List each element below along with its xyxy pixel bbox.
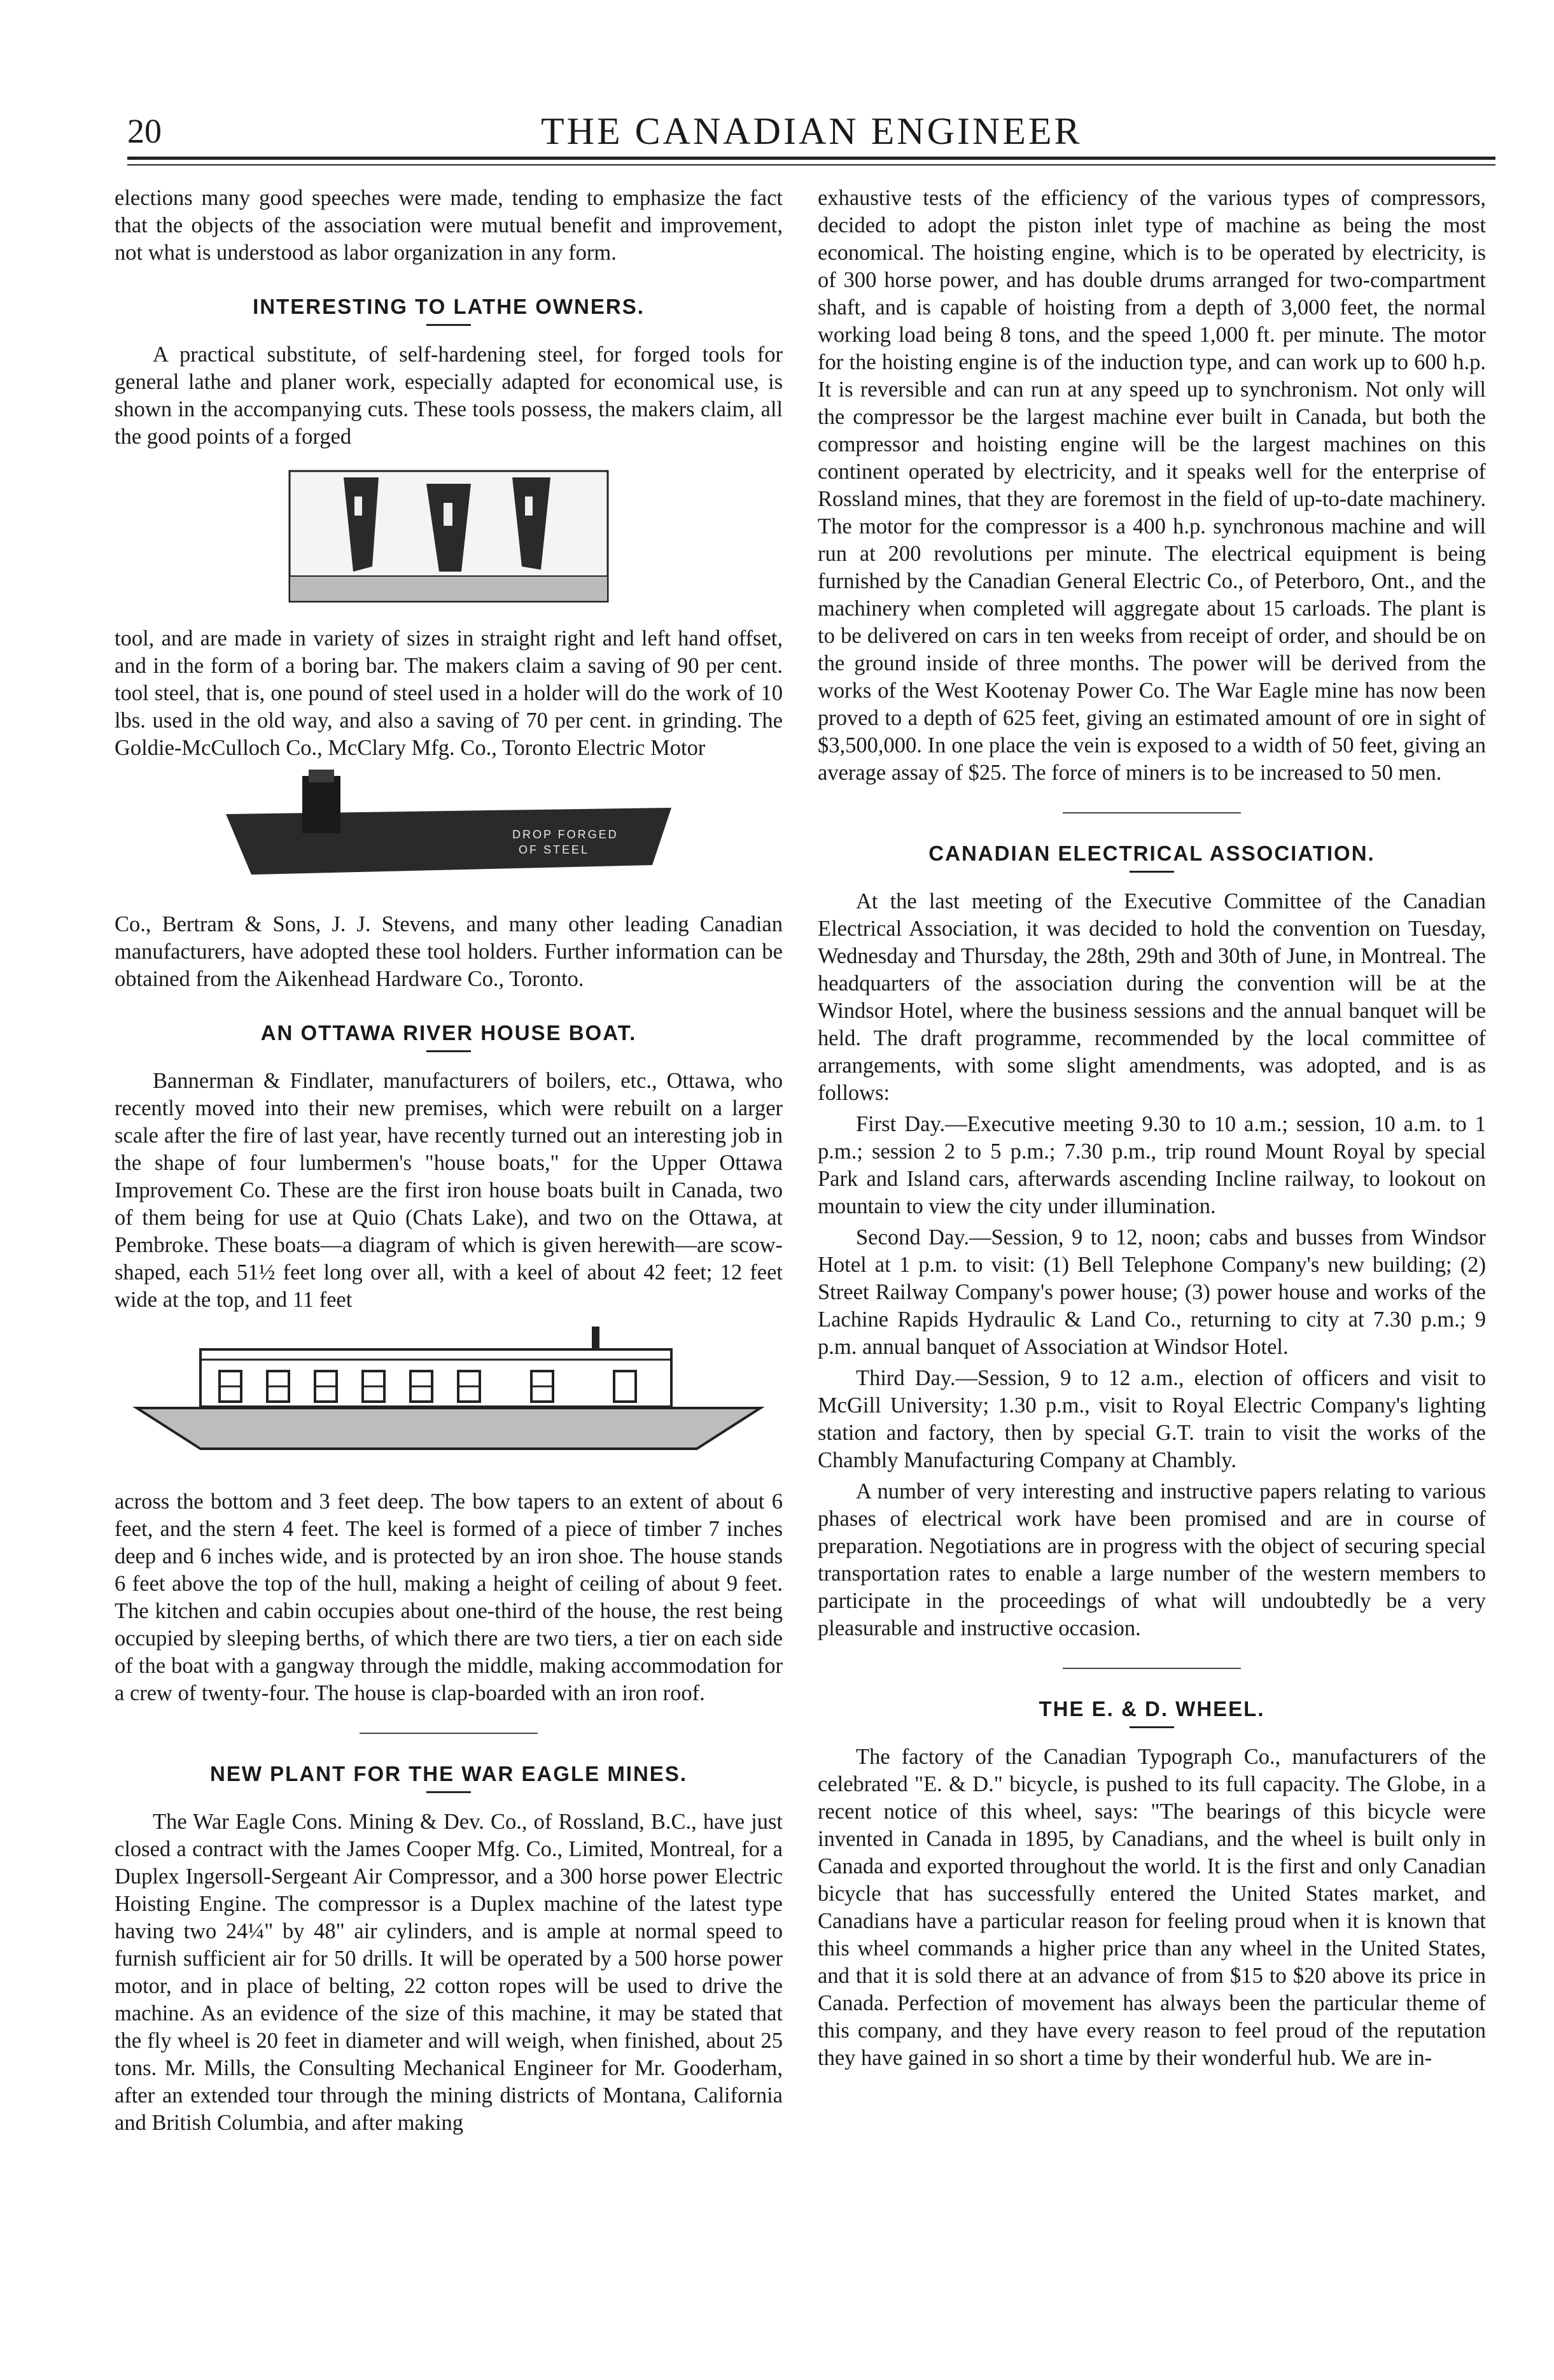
paragraph: At the last meeting of the Executive Committee of the Canadian Electrical Association, it was decided to hold the convention on Tuesday, Wednesday and Thursday, the 28th, 29th and 30th of June, in Montreal. The headquarters of the association during the convention will be at the Windsor Hotel, where the business sessions and the annual banquet will be held. The draft programme, recommended by the local committee of arrangements, with some slight amendments, was adopted, and is as follows: [818,889,1486,1105]
paragraph: The War Eagle Cons. Mining & Dev. Co., of Rossland, B.C., have just closed a contract with the James Cooper Mfg. Co., Limited, Montreal, for a Duplex Ingersoll-Sergeant Air Compressor, and a 300 horse power Electric Hoisting Engine. The compressor is a Duplex machine of the latest type having two 24¼" by 48" air cylinders, and is ample at normal speed to furnish sufficient air for 50 drills. It will be operated by a 500 horse power motor, and in place of belting, 22 cotton ropes will be used to drive the machine. As an evidence of the size of this machine, it may be stated that the fly wheel is 20 feet in diameter and will weigh, when finished, about 25 tons. Mr. Mills, the Consulting Mechanical Engineer for Mr. Gooderham, after an extended tour through the mining districts of Montana, California and British Columbia, and after making [115,1810,783,2135]
section-separator [1063,1668,1241,1669]
paragraph: Co., Bertram & Sons, J. J. Stevens, and many other leading Canadian manufacturers, have adopted these tool holders. Further information can be obtained from the Aikenhead Hardware Co., Toronto. [115,912,783,991]
forged-tool-holder-illustration [213,770,684,897]
tool-label-of-steel: OF STEEL [519,843,590,856]
heading-rule [426,1050,471,1052]
paragraph: elections many good speeches were made, tending to emphasize the fact that the objects of the association were mutual benefit and improvement, not what is understood as labor organization in any form. [115,186,783,265]
right-column [818,185,1486,2076]
header-rule-thin [127,164,1495,165]
article-heading-electrical-association: CANADIAN ELECTRICAL ASSOCIATION. [928,841,1375,865]
left-column [115,185,783,2141]
paragraph: First Day.—Executive meeting 9.30 to 10 a.m.; session, 10 a.m. to 1 p.m.; session 2 to 5 p.m.; 7.30 p.m., trip round Mount Royal by special Park and Island cars, afterwards ascending Incline railway, to lookout on mountain to view the city under illumination. [818,1112,1486,1218]
section-separator [360,1733,538,1734]
section-separator [1063,812,1241,813]
paragraph: Bannerman & Findlater, manufacturers of boilers, etc., Ottawa, who recently moved into their new premises, which were rebuilt on a larger scale after the fire of last year, have recently turned out an interesting job in the shape of four lumbermen's "house boats," for the Upper Ottawa Improvement Co. These are the first iron house boats built in Canada, two of them being for use at Quio (Chats Lake), and two on the Ottawa, at Pembroke. These boats—a diagram of which is given herewith—are scow-shaped, each 51½ feet long over all, with a keel of about 42 feet; 12 feet wide at the top, and 11 feet [115,1069,783,1312]
tool-label-drop-forged: DROP FORGED [512,828,619,841]
paragraph: A practical substitute, of self-hardening steel, for forged tools for general lathe and planer work, especially adapted for economical use, is shown in the accompanying cuts. These tools possess, the makers claim, all the good points of a forged [115,342,783,449]
article-heading-ed-wheel: THE E. & D. WHEEL. [1039,1697,1265,1721]
heading-rule [1130,1726,1174,1728]
paragraph: The factory of the Canadian Typograph Co., manufacturers of the celebrated "E. & D." bicycle, is pushed to its full capacity. The Globe, in a recent notice of this wheel, says: "The bearings of this bicycle were invented in Canada in 1895, by Canadians, and the wheel is built only in Canada and exported throughout the world. It is the first and only Canadian bicycle that has successfully entered the United States market, and Canadians have a particular reason for feeling proud when it is known that this wheel commands a higher price than any wheel in the United States, and that it is sold there at an advance of from $15 to $20 above its price in Canada. Perfection of movement has always been the particular theme of this company, and they have every reason to feel proud of the reputation they have gained in so short a time by their wonderful hub. We are in- [818,1745,1486,2070]
paragraph: exhaustive tests of the efficiency of the various types of compressors, decided to adopt the piston inlet type of machine as being the most economical. The hoisting engine, which is to be operated by electricity, is of 300 horse power, and has double drums arranged for two-compartment shaft, and is capable of hoisting from a depth of 3,000 feet, the normal working load being 8 tons, and the speed 1,000 ft. per minute. The motor for the hoisting engine is of the induction type, and can work up to 600 h.p. It is reversible and can run at any speed up to synchronism. Not only will the compressor be the largest machine ever built in Canada, but both the compressor and hoisting engine will be the largest machines on this continent operated by electricity, and it speaks well for the enterprise of Rossland mines, that they are foremost in the field of up-to-date machinery. The motor for the compressor is a 400 h.p. synchronous machine and will run at 200 revolutions per minute. The electrical equipment is being furnished by the Canadian General Electric Co., of Peterboro, Ont., and the machinery when completed will aggregate about 15 carloads. The plant is to be delivered on cars in ten weeks from receipt of order, and should be on the ground inside of three months. The power will be derived from the works of the West Kootenay Power Co. The War Eagle mine has now been proved to a depth of 625 feet, giving an estimated amount of ore in sight of $3,500,000. In one place the vein is exposed to a width of 50 feet, giving an average assay of $25. The force of miners is to be increased to 50 men. [818,186,1486,785]
house-boat-diagram [124,1321,773,1474]
header-rule-thick [127,157,1495,160]
paragraph: A number of very interesting and instructive papers relating to various phases of electrical work have been promised and are in course of preparation. Negotiations are in progress with the object of securing special transportation rates to enable a large number of the western members to participate in the proceedings of what will undoubtedly be a very pleasurable and instructive occasion. [818,1479,1486,1640]
article-heading-house-boat: AN OTTAWA RIVER HOUSE BOAT. [260,1021,637,1045]
heading-rule [1130,871,1174,873]
lathe-tool-holders-illustration [283,458,614,611]
page-header [95,95,1495,159]
page-number: 20 [127,112,162,150]
article-heading-war-eagle: NEW PLANT FOR THE WAR EAGLE MINES. [210,1762,687,1785]
paragraph: Second Day.—Session, 9 to 12, noon; cabs and busses from Windsor Hotel at 1 p.m. to visit: (1) Bell Telephone Company's new building; (2) Street Railway Company's power house; (3) power house and works of the Lachine Rapids Hydraulic & Land Co., returning to city at 7.30 p.m.; 9 p.m. annual banquet of Association at Windsor Hotel. [818,1225,1486,1359]
article-heading-lathe: INTERESTING TO LATHE OWNERS. [253,295,645,318]
heading-rule [426,324,471,326]
paragraph: across the bottom and 3 feet deep. The bow tapers to an extent of about 6 feet, and the stern 4 feet. The keel is formed of a piece of timber 7 inches deep and 6 inches wide, and is protected by an iron shoe. The house stands 6 feet above the top of the hull, making a height of ceiling of about 9 feet. The kitchen and cabin occupies about one-third of the house, the rest being occupied by sleeping berths, of which there are two tiers, a tier on each side of the boat with a gangway through the middle, making accommodation for a crew of twenty-four. The house is clap-boarded with an iron roof. [115,1489,783,1705]
heading-rule [426,1791,471,1793]
paragraph: Third Day.—Session, 9 to 12 a.m., election of officers and visit to McGill University; 1.30 p.m., visit to Royal Electric Company's lighting station and factory, then by special G.T. train to visit the works of the Chambly Manufacturing Company at Chambly. [818,1366,1486,1472]
paragraph: tool, and are made in variety of sizes in straight right and left hand offset, and in the form of a boring bar. The makers claim a saving of 90 per cent. tool steel, that is, one pound of steel used in a holder will do the work of 10 lbs. used in the old way, and also a saving of 70 per cent. in grinding. The Goldie-McCulloch Co., McClary Mfg. Co., Toronto Electric Motor [115,626,783,760]
journal-title: THE CANADIAN ENGINEER [541,110,1082,152]
